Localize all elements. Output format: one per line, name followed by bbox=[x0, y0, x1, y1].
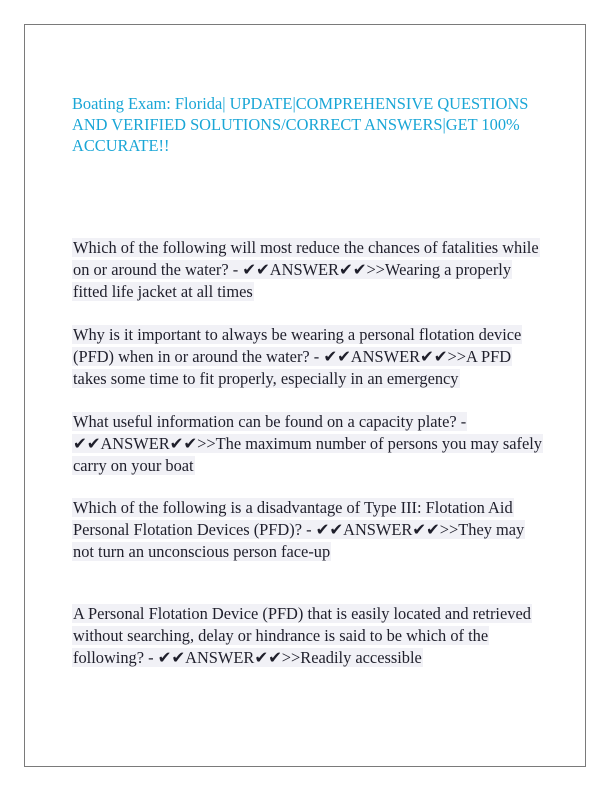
qa-text: A Personal Flotation Device (PFD) that is easily located and retrieved without searching, delay or hindrance is said to be which of the following? - ✔✔ANSWER✔✔>>Readily accessible bbox=[73, 604, 531, 667]
qa-item-3 bbox=[72, 411, 548, 476]
qa-text: Which of the following will most reduce the chances of fatalities while on or around the water? - ✔✔ANSWER✔✔>>Wearing a properly fitted life jacket at all times bbox=[73, 238, 539, 301]
qa-text: Why is it important to always be wearing a personal flotation device (PFD) when in or around the water? - ✔✔ANSWER✔✔>>A PFD takes some time to fit properly, especially in an emergency bbox=[73, 325, 522, 388]
qa-item-2 bbox=[72, 324, 548, 389]
qa-item-1 bbox=[72, 237, 548, 302]
qa-text: What useful information can be found on a capacity plate? - ✔✔ANSWER✔✔>>The maximum number of persons you may safely carry on your boat bbox=[73, 412, 542, 475]
qa-item-5 bbox=[72, 603, 548, 668]
qa-text: Which of the following is a disadvantage of Type III: Flotation Aid Personal Flotation Devices (PFD)? - ✔✔ANSWER✔✔>>They may not turn an unconscious person face-up bbox=[73, 498, 525, 561]
qa-item-4 bbox=[72, 497, 548, 562]
document-title: Boating Exam: Florida| UPDATE|COMPREHENSIVE QUESTIONS AND VERIFIED SOLUTIONS/CORRECT ANSWERS|GET 100% ACCURATE!! bbox=[72, 94, 529, 155]
